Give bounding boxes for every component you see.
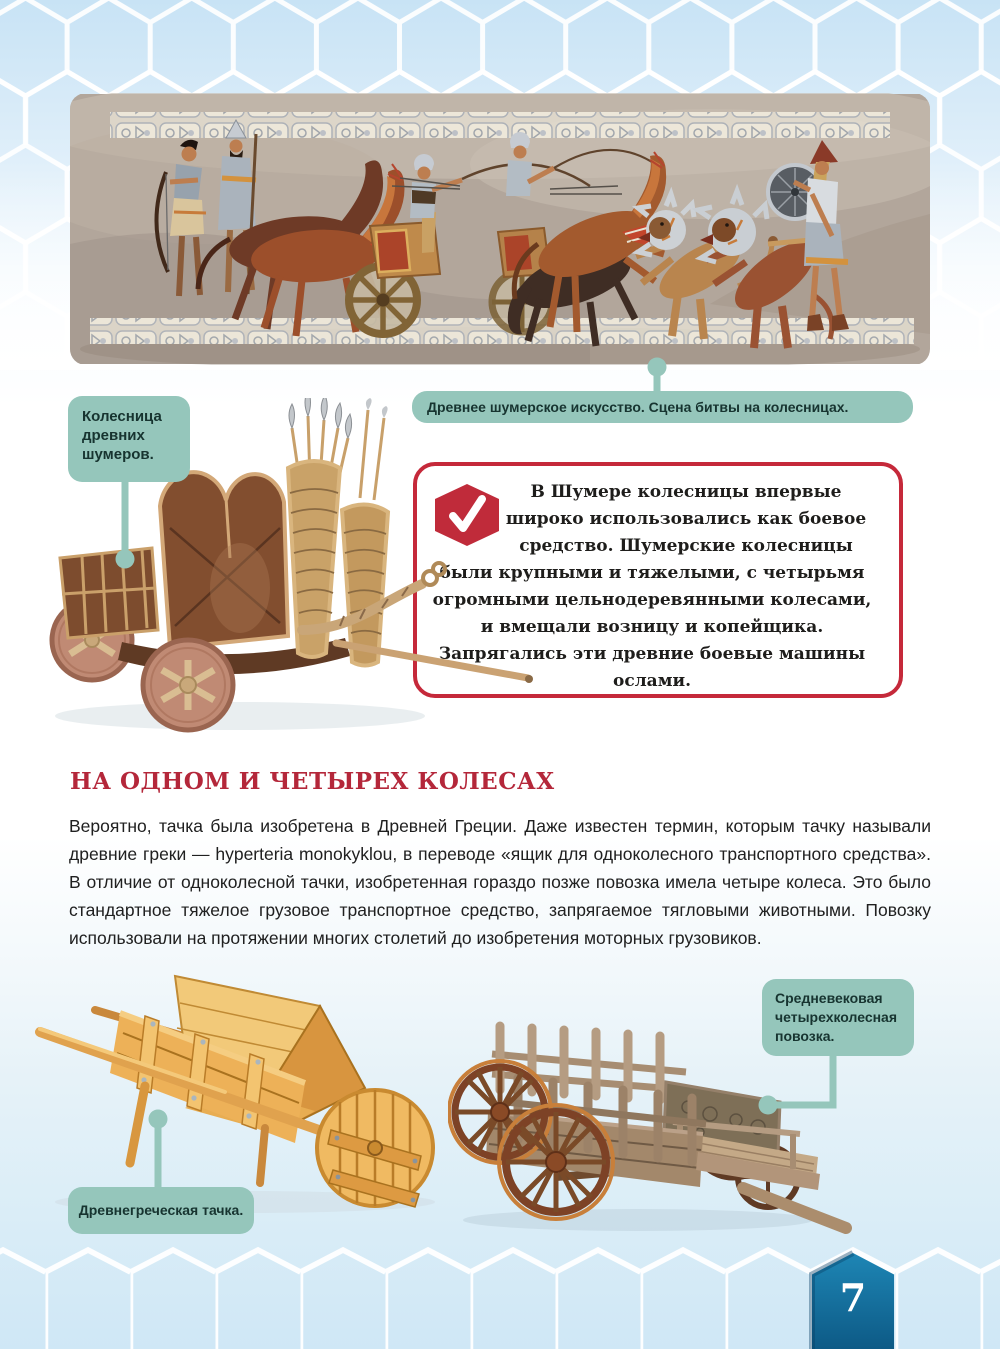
page-number: 7 xyxy=(839,1275,867,1320)
draft-pole xyxy=(302,563,533,683)
hero-caption: Древнее шумерское искусство. Сцена битвы на колесницах. xyxy=(412,391,913,423)
label-medieval-wagon: Средневековая четырехколесная повозка. xyxy=(762,979,914,1056)
fact-text: В Шумере колесницы впервые широко использовались как боевое средство. Шумерские колесницы были крупными и тяжелыми, с четырьмя огромными цельнодеревянными колесами, и вмещали возницу и копейщика. Запрягались эти древние боевые машины ослами. xyxy=(432,482,872,691)
section-paragraph: Вероятно, тачка была изобретена в Древней Греции. Даже известен термин, которым тачку называли древние греки — hyperteria monokyklou, в переводе «ящик для одноколесного транспортного средства». В отличие от одноколесной тачки, изобретенная гораздо позже повозка имела четыре колеса. Это было стандартное тяжелое грузовое транспортное средство, запрягаемое тягловыми животными. Повозку использовали на протяжении многих столетий до изобретения моторных грузовиков. xyxy=(69,816,931,948)
sumerian-battle-art xyxy=(70,93,930,365)
label-sumerian-chariot: Колесница древних шумеров. xyxy=(68,396,190,482)
section-heading: НА ОДНОМ И ЧЕТЫРЕХ КОЛЕСАХ xyxy=(70,768,555,795)
chariot-front-wheel xyxy=(143,640,233,730)
label-greek-wheelbarrow: Древнегреческая тачка. xyxy=(68,1187,254,1234)
wheelbarrow-wheel xyxy=(317,1090,433,1207)
greek-wheelbarrow-image xyxy=(25,958,457,1220)
page-number-hexagon xyxy=(798,1241,910,1349)
